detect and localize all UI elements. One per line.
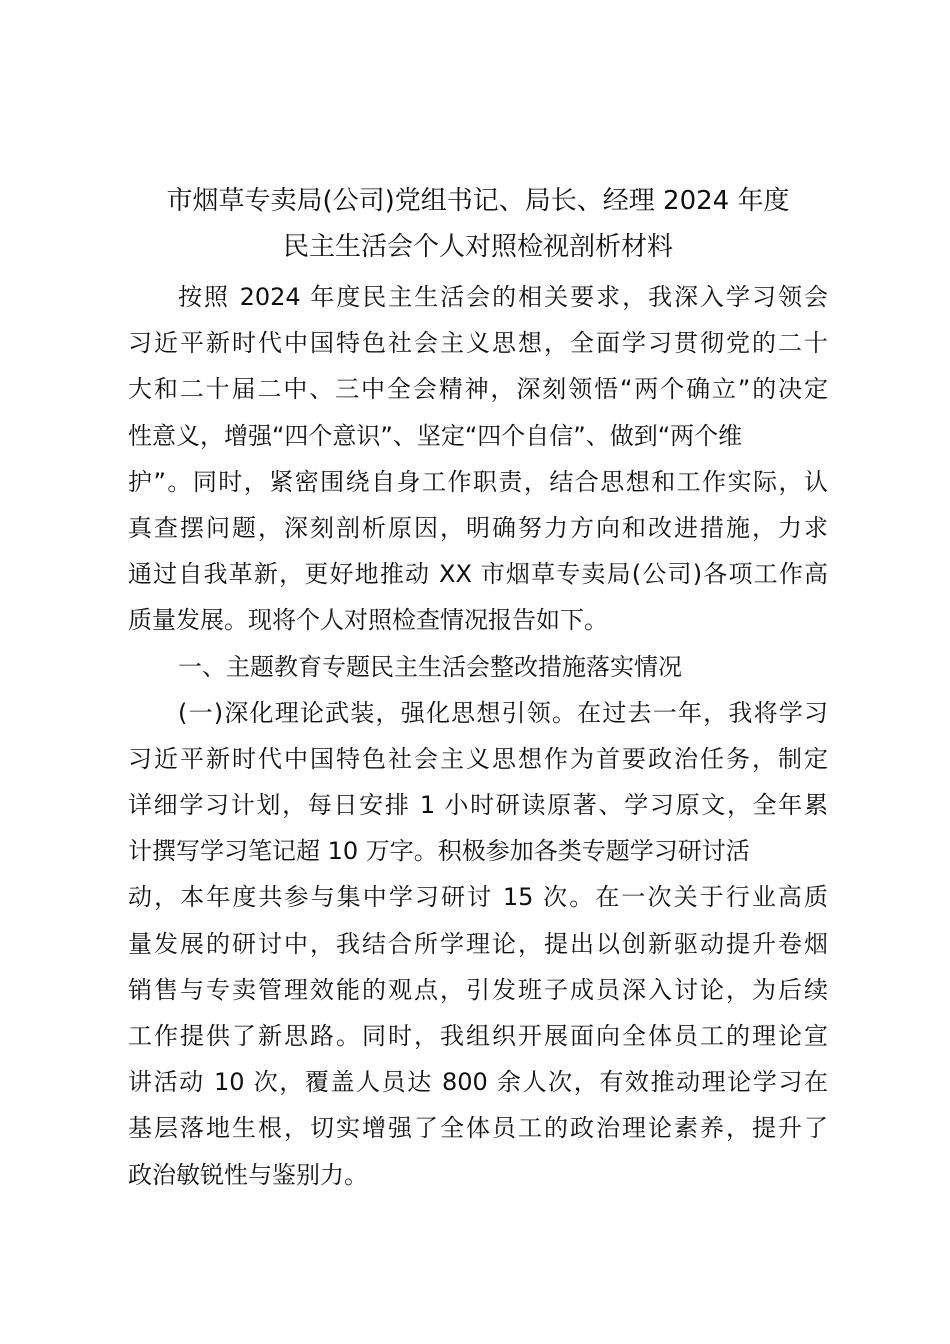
section-heading-1: 一、主题教育专题民主生活会整改措施落实情况: [178, 652, 682, 681]
paragraph-1-line-5: 护”。同时，紧密围绕自身工作职责，结合思想和工作实际，认: [128, 467, 828, 496]
paragraph-1-line-7: 通过自我革新，更好地推动 XX 市烟草专卖局(公司)各项工作高: [128, 560, 828, 589]
paragraph-3-line-8: 工作提供了新思路。同时，我组织开展面向全体员工的理论宣: [128, 1022, 828, 1050]
paragraph-3-line-3: 详细学习计划，每日安排 1 小时研读原著、学习原文，全年累: [128, 791, 828, 820]
paragraph-1-line-3: 大和二十届二中、三中全会精神，深刻领悟“两个确立”的决定: [128, 375, 828, 404]
document-body: [128, 274, 828, 1198]
paragraph-3-line-6: 量发展的研讨中，我结合所学理论，提出以创新驱动提升卷烟: [128, 929, 828, 958]
paragraph-1-line-1: 按照 2024 年度民主生活会的相关要求，我深入学习领会: [178, 283, 828, 311]
paragraph-3-line-7: 销售与专卖管理效能的观点，引发班子成员深入讨论，为后续: [128, 975, 828, 1004]
paragraph-3-line-11: 政治敏锐性与鉴别力。: [128, 1160, 368, 1189]
paragraph-1-line-8: 质量发展。现将个人对照检查情况报告如下。: [128, 606, 608, 635]
paragraph-1-line-2: 习近平新时代中国特色社会主义思想，全面学习贯彻党的二十: [128, 329, 828, 358]
title-line-1: 市烟草专卖局(公司)党组书记、局长、经理 2024 年度: [166, 186, 790, 216]
paragraph-1-line-4: 性意义，增强“四个意识”、坚定“四个自信”、做到“两个维: [128, 421, 743, 450]
paragraph-1-line-6: 真查摆问题，深刻剖析原因，明确努力方向和改进措施，力求: [128, 513, 828, 542]
paragraph-3-line-1: (一)深化理论武装，强化思想引领。在过去一年，我将学习: [178, 698, 828, 727]
paragraph-3-line-9: 讲活动 10 次，覆盖人员达 800 余人次，有效推动理论学习在: [128, 1068, 828, 1097]
paragraph-3-line-2: 习近平新时代中国特色社会主义思想作为首要政治任务，制定: [128, 744, 828, 773]
paragraph-3-line-10: 基层落地生根，切实增强了全体员工的政治理论素养，提升了: [128, 1114, 828, 1143]
document-title: [128, 178, 828, 270]
paragraph-3-line-4: 计撰写学习笔记超 10 万字。积极参加各类专题学习研讨活: [128, 837, 750, 866]
paragraph-3-line-5: 动，本年度共参与集中学习研讨 15 次。在一次关于行业高质: [128, 883, 828, 912]
title-line-2: 民主生活会个人对照检视剖析材料: [282, 232, 673, 262]
